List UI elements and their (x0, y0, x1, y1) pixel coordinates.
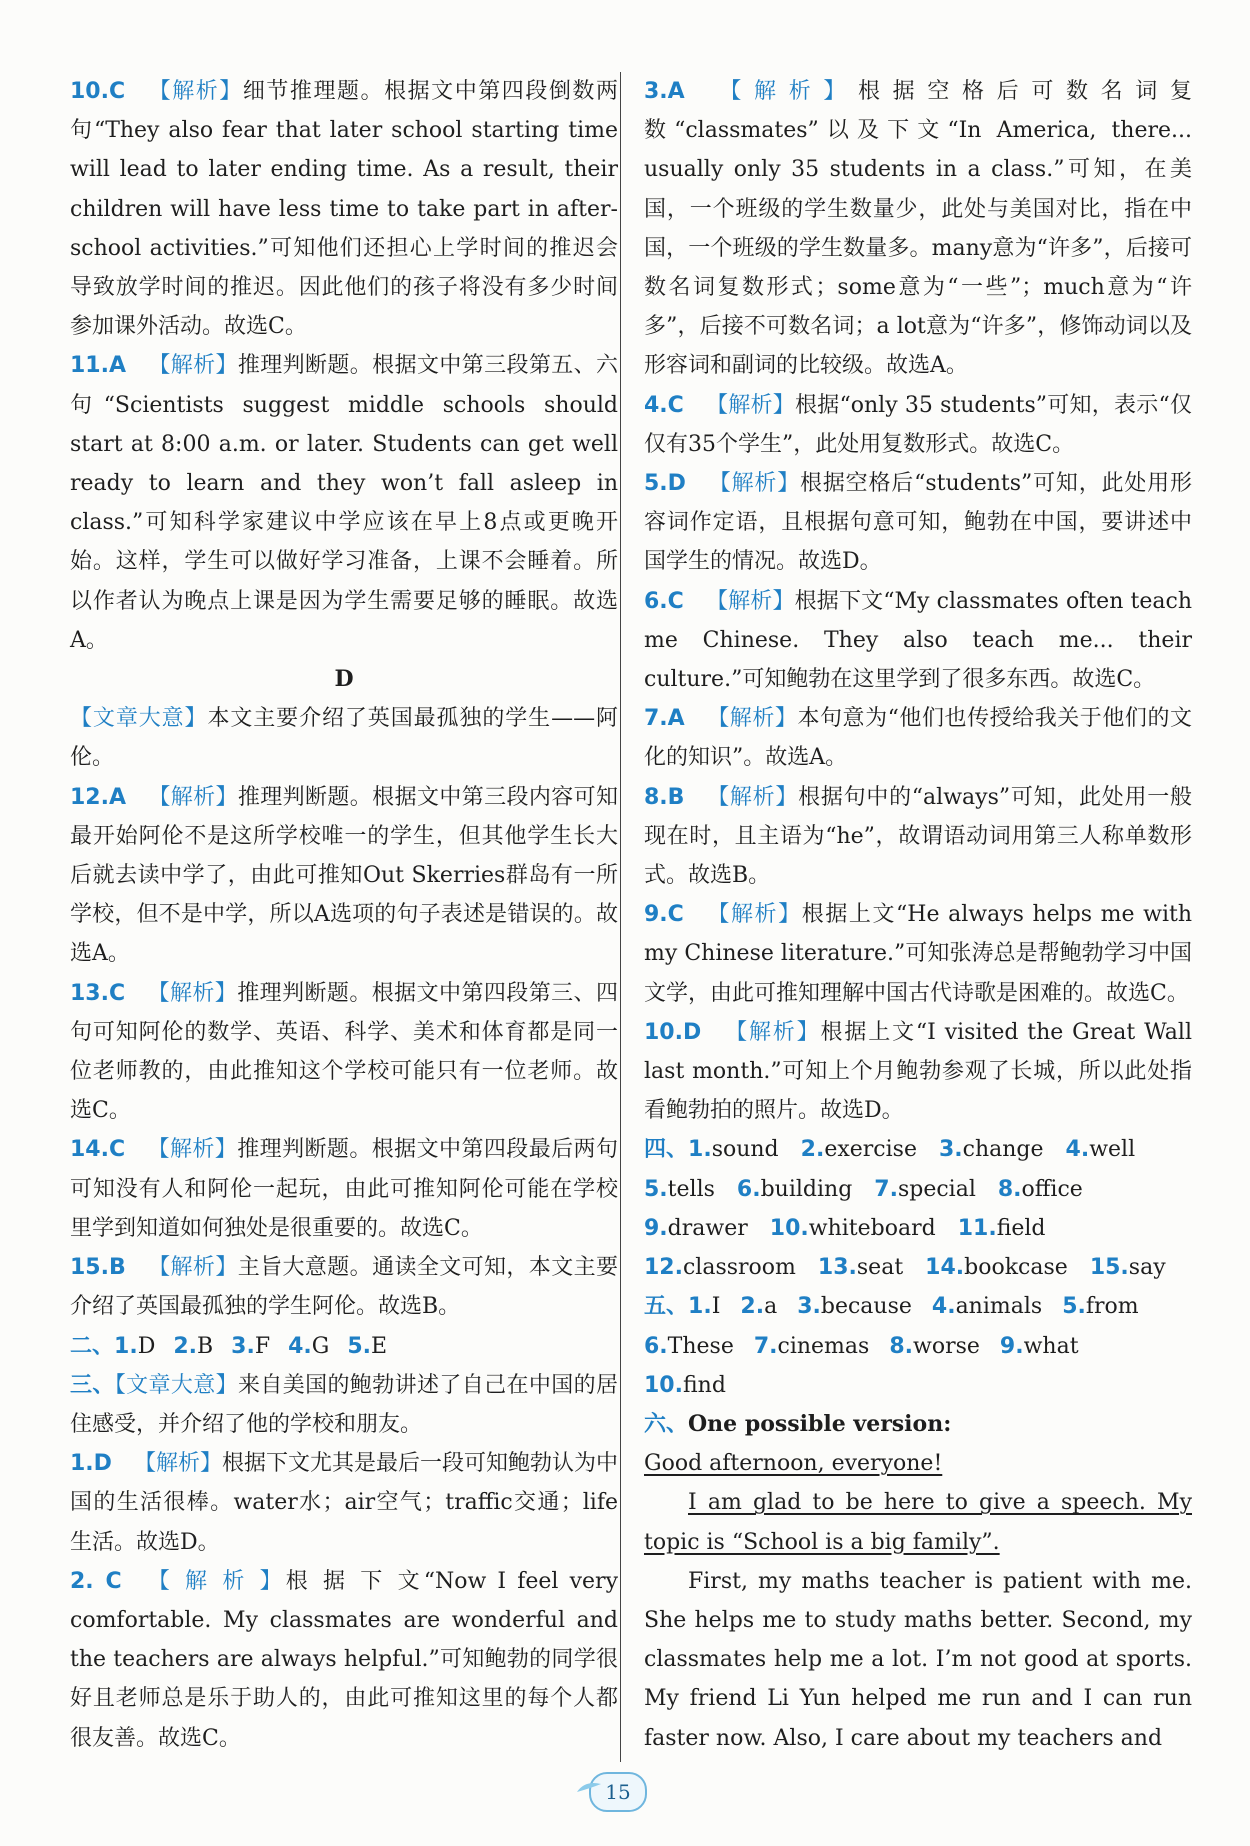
analysis-text: 推理判断题。根据文中第三段第五、六句“Scientists suggest middle schools should start at 8:00 a.m. or later. Students can get well ready to learn and they won’t fall asleep in class.”可知科学家建议中学应该在早上8点或更晚开始。这样，学生可以做好学习准备，上课不会睡着。所以作者认为晚点上课是因为学生需要足够的睡眠。故选A。 (70, 353, 618, 653)
part3-label: 三、 (70, 1372, 115, 1398)
short-answer (644, 1366, 726, 1405)
answer-number: 12.A (70, 784, 126, 810)
short-answer-number: 2. (800, 1137, 825, 1163)
answer-item (644, 582, 1192, 700)
short-answer (797, 1287, 912, 1326)
answer-number: 2. C (70, 1568, 122, 1594)
section-d-summary (70, 699, 618, 777)
short-answer-number: 1. (688, 1137, 712, 1163)
answer-item (70, 1130, 618, 1248)
analysis-text: 根据下文“My classmates often teach me Chinese. They also teach me... their culture.”可知鲍勃在这里学到了很多东西。故选C。 (644, 588, 1192, 693)
short-answer-number: 2. (740, 1294, 765, 1320)
analysis-text: 根据空格后“students”可知，此处用形容词作定语，且根据句意可知，鲍勃在中国，要讲述中国学生的情况。故选D。 (644, 471, 1192, 575)
answer-row (644, 1248, 1192, 1287)
answer-number: 15.B (70, 1255, 126, 1281)
short-answer-value: field (996, 1215, 1046, 1241)
short-answer-number: 8. (997, 1176, 1022, 1202)
short-answer-value: D (137, 1333, 156, 1359)
part3-summary (70, 1366, 618, 1444)
left-answers-part3 (70, 1444, 618, 1758)
part6-title: One possible version: (688, 1410, 952, 1437)
short-answer-value: G (311, 1333, 330, 1359)
answer-number: 8.B (644, 784, 685, 810)
short-answer-value: tells (667, 1176, 715, 1202)
answer-number: 9.C (644, 902, 684, 928)
analysis-tag: 【解析】 (148, 784, 238, 810)
short-answer-value: say (1128, 1255, 1166, 1281)
analysis-text: 推理判断题。根据文中第四段第三、四句可知阿伦的数学、英语、科学、美术和体育都是同一位老师教的，由此推知这个学校可能只有一位老师。故选C。 (70, 980, 618, 1124)
part2-answers (70, 1327, 618, 1366)
short-answer-number: 5. (1062, 1294, 1086, 1320)
answer-number: 10.D (644, 1019, 702, 1045)
analysis-tag: 【解析】 (147, 1255, 238, 1281)
short-answer (754, 1327, 870, 1366)
short-answer-value: drawer (667, 1215, 748, 1241)
part5-label: 五、 (644, 1294, 689, 1320)
short-answer (288, 1334, 329, 1359)
analysis-tag: 【 解 析 】 (143, 1568, 286, 1594)
short-answer (644, 1209, 748, 1248)
analysis-text: 主旨大意题。通读全文可知，本文主要介绍了英国最孤独的学生阿伦。故选B。 (70, 1255, 618, 1320)
short-answer (688, 1287, 720, 1326)
analysis-tag: 【解析】 (706, 706, 798, 732)
short-answer-number: 9. (999, 1333, 1024, 1359)
speech-intro-text: I am glad to be here to give a speech. My topic is “School is a big family”. (644, 1490, 1192, 1555)
short-answer-number: 4. (931, 1294, 956, 1320)
short-answer (737, 1170, 852, 1209)
answer-number: 7.A (644, 706, 685, 732)
short-answer-number: 1. (114, 1333, 138, 1359)
analysis-text: 根据句中的“always”可知，此处用一般现在时，且主语为“he”，故谓语动词用第三人称单数形式。故选B。 (644, 784, 1192, 889)
short-answer (347, 1334, 387, 1359)
short-answer-number: 14. (925, 1255, 965, 1281)
short-answer-number: 10. (644, 1372, 683, 1398)
short-answer (644, 1327, 734, 1366)
short-answer-value: find (682, 1372, 726, 1398)
answer-number: 6.C (644, 588, 684, 614)
answer-item (70, 72, 618, 346)
short-answer-value: a (764, 1294, 778, 1320)
analysis-tag: 【解析】 (133, 1451, 222, 1477)
answer-row (644, 1327, 1192, 1405)
short-answer (1000, 1327, 1079, 1366)
short-answer (958, 1209, 1046, 1248)
short-answer-value: because (820, 1294, 912, 1320)
short-answer (889, 1327, 980, 1366)
answer-item (644, 699, 1192, 777)
section-d-heading: D (334, 666, 354, 693)
left-answers-c (70, 72, 618, 660)
part3-summary-text: 来自美国的鲍勃讲述了自己在中国的居住感受，并介绍了他的学校和朋友。 (70, 1372, 618, 1437)
short-answer-number: 5. (644, 1176, 668, 1202)
summary-tag: 【文章大意】 (70, 706, 208, 732)
analysis-tag: 【解析】 (705, 392, 796, 418)
short-answer (932, 1287, 1042, 1326)
analysis-text: 根据上文“I visited the Great Wall last month.”可知上个月鲍勃参观了长城，所以此处指看鲍勃拍的照片。故选D。 (644, 1019, 1192, 1124)
analysis-text: 推理判断题。根据文中第三段内容可知最开始阿伦不是这所学校唯一的学生，但其他学生长大后就去读中学了，由此可推知Out Skerries群岛有一所学校，但不是中学，所以A选项的句子表述是错误的。故选A。 (70, 784, 618, 967)
answer-number: 5.D (644, 471, 686, 497)
short-answer (644, 1170, 715, 1209)
answer-item (70, 974, 618, 1131)
short-answer-number: 5. (347, 1333, 372, 1359)
short-answer (1090, 1248, 1166, 1287)
column-divider (620, 72, 621, 1762)
analysis-tag: 【解析】 (707, 471, 801, 497)
short-answer-value: animals (955, 1294, 1043, 1320)
short-answer (801, 1130, 917, 1169)
short-answer-number: 8. (889, 1333, 914, 1359)
answer-item (70, 1248, 618, 1326)
analysis-tag: 【解析】 (147, 79, 243, 104)
short-answer-value: change (962, 1137, 1044, 1163)
analysis-text: 根据“only 35 students”可知，表示“仅仅有35个学生”，此处用复数形式。故选C。 (644, 392, 1192, 457)
short-answer-number: 2. (173, 1333, 197, 1359)
short-answer-number: 3. (231, 1333, 255, 1359)
short-answer (925, 1248, 1068, 1287)
short-answer-number: 6. (644, 1333, 668, 1359)
analysis-tag: 【解析】 (147, 980, 238, 1006)
short-answer-value: F (254, 1333, 271, 1359)
short-answer (114, 1334, 155, 1359)
speech-greeting (644, 1444, 1192, 1483)
speech-greeting-text: Good afternoon, everyone! (644, 1451, 943, 1477)
short-answer-value: special (897, 1176, 976, 1202)
short-answer (231, 1334, 270, 1359)
answer-item (644, 386, 1192, 464)
answer-row (644, 1170, 1192, 1209)
part4-answers (644, 1130, 1192, 1287)
short-answer-value: from (1085, 1294, 1139, 1320)
analysis-text: 根据下文尤其是最后一段可知鲍勃认为中国的生活很棒。water水；air空气；traffic交通；life生活。故选D。 (70, 1451, 618, 1555)
analysis-tag: 【解析】 (705, 902, 802, 928)
leaf-decoration-icon (575, 1780, 603, 1794)
short-answer-number: 15. (1089, 1255, 1129, 1281)
analysis-text: 本句意为“他们也传授给我关于他们的文化的知识”。故选A。 (644, 706, 1192, 771)
speech-body: First, my maths teacher is patient with me. She helps me to study maths better. Second, my classmates help me a lot. I’m not good at sports. My friend Li Yun helped me run and I can run faster now. Also, I care about my teachers and (644, 1568, 1192, 1751)
part4-label: 四、 (644, 1137, 689, 1163)
right-column (644, 72, 1192, 1758)
short-answer-number: 9. (644, 1215, 668, 1241)
page-number-badge (573, 1772, 663, 1818)
short-answer-value: office (1021, 1176, 1083, 1202)
short-answer-number: 10. (769, 1215, 809, 1241)
analysis-tag: 【解析】 (705, 588, 795, 614)
short-answer (173, 1334, 213, 1359)
short-answer-number: 1. (688, 1294, 712, 1320)
analysis-tag: 【解析】 (148, 353, 238, 379)
answer-item (644, 778, 1192, 896)
analysis-text: 根 据 下 文“Now I feel very comfortable. My classmates are wonderful and the teachers are always helpful.”可知鲍勃的同学很好且老师总是乐于助人的，由此可推知这里的每个人都很友善。故选C。 (70, 1568, 618, 1751)
answer-row (644, 1130, 1192, 1169)
short-answer-number: 11. (957, 1215, 997, 1241)
part6-label: 六、 (644, 1411, 689, 1437)
part5-answers (644, 1287, 1192, 1405)
short-answer-value: sound (711, 1137, 779, 1163)
answer-number: 4.C (644, 392, 684, 418)
short-answer-value: cinemas (777, 1333, 870, 1359)
short-answer (1062, 1287, 1138, 1326)
short-answer (770, 1209, 936, 1248)
answer-item (70, 346, 618, 660)
answer-row (644, 1287, 1192, 1326)
analysis-tag: 【解析】 (706, 784, 799, 810)
analysis-tag: 【解析】 (706, 79, 859, 104)
short-answer (939, 1130, 1044, 1169)
short-answer-number: 3. (797, 1294, 821, 1320)
short-answer (818, 1248, 903, 1287)
part2-label: 二、 (70, 1333, 115, 1359)
answer-item (70, 1444, 618, 1562)
short-answer-value: whiteboard (808, 1215, 936, 1241)
right-answers-part3 (644, 72, 1192, 1130)
analysis-text: 细节推理题。根据文中第四段倒数两句“They also fear that later school starting time will lead to later ending time. As a result, their children will have less time to take part in after-school activities.”可知他们还担心上学时间的推迟会导致放学时间的推迟。因此他们的孩子将没有多少时间参加课外活动。故选C。 (70, 79, 618, 340)
short-answer-value: bookcase (964, 1255, 1068, 1281)
short-answer (644, 1248, 796, 1287)
short-answer-number: 13. (817, 1255, 857, 1281)
short-answer-number: 3. (938, 1137, 963, 1163)
short-answer-value: classroom (682, 1255, 796, 1281)
short-answer-number: 7. (753, 1333, 778, 1359)
answer-number: 13.C (70, 980, 126, 1006)
answer-number: 14.C (70, 1137, 126, 1163)
answer-number: 1.D (70, 1451, 112, 1477)
answer-row (644, 1209, 1192, 1248)
short-answer (688, 1130, 779, 1169)
answer-number: 3.A (644, 79, 685, 104)
summary-text: 本文主要介绍了英国最孤独的学生——阿伦。 (70, 706, 618, 771)
short-answer (998, 1170, 1083, 1209)
page-number: 15 (589, 1772, 647, 1812)
left-answers-d (70, 778, 618, 1327)
short-answer-value: well (1089, 1137, 1136, 1163)
short-answer-number: 12. (644, 1255, 683, 1281)
answer-number: 10.C (70, 79, 126, 104)
short-answer-value: seat (856, 1255, 904, 1281)
short-answer (1066, 1130, 1136, 1169)
analysis-tag: 【解析】 (147, 1137, 238, 1163)
short-answer-number: 4. (288, 1333, 312, 1359)
answer-item (644, 1013, 1192, 1131)
short-answer-value: I (711, 1294, 721, 1320)
short-answer-value: building (760, 1176, 853, 1202)
answer-item (70, 1562, 618, 1758)
answer-item (644, 464, 1192, 582)
analysis-tag: 【解析】 (723, 1019, 821, 1045)
speech-intro (644, 1483, 1192, 1561)
answer-item (70, 778, 618, 974)
short-answer-value: B (197, 1333, 214, 1359)
answer-item (644, 895, 1192, 1013)
analysis-text: 根据空格后可数名词复数“classmates”以及下文“In America, there... usually only 35 students in a class.”可知，在美国，一个班级的学生数量少，此处与美国对比，指在中国，一个班级的学生数量多。many意为“许多”，后接可数名词复数形式；some意为“一些”；much意为“许多”，后接不可数名词；a lot意为“许多”，修饰动词以及形容词和副词的比较级。故选A。 (644, 79, 1192, 379)
short-answer-number: 6. (736, 1176, 761, 1202)
answer-number: 11.A (70, 353, 126, 379)
answer-item (644, 72, 1192, 386)
part3-tag: 【文章大意】 (114, 1372, 238, 1398)
short-answer-number: 7. (874, 1176, 898, 1202)
short-answer (740, 1287, 777, 1326)
left-column (70, 72, 618, 1758)
short-answer-value: These (667, 1333, 734, 1359)
short-answer-value: E (371, 1333, 388, 1359)
short-answer-number: 4. (1065, 1137, 1090, 1163)
part6-heading (644, 1405, 1192, 1444)
short-answer (874, 1170, 976, 1209)
analysis-text: 根据上文“He always helps me with my Chinese literature.”可知张涛总是帮鲍勃学习中国文学，由此可推知理解中国古代诗歌是困难的。故选C。 (644, 902, 1192, 1006)
short-answer-value: worse (913, 1333, 980, 1359)
analysis-text: 推理判断题。根据文中第四段最后两句可知没有人和阿伦一起玩，由此可推知阿伦可能在学校里学到知道如何独处是很重要的。故选C。 (70, 1137, 618, 1241)
short-answer-value: what (1023, 1333, 1079, 1359)
short-answer-value: exercise (824, 1137, 917, 1163)
